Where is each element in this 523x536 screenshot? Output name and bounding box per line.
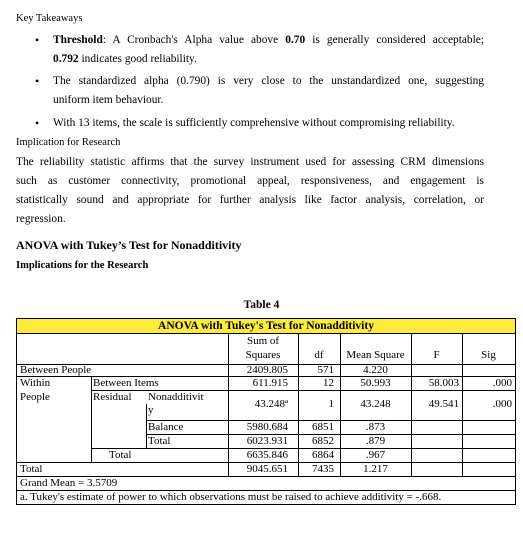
rule	[146, 404, 147, 448]
cell-df: 6851	[312, 421, 334, 433]
col-header-ms: Mean Square	[346, 349, 405, 361]
paragraph-line: such as customer connectivity, promotional appeal, responsiveness, and engagement is	[16, 175, 484, 187]
col-header-df: df	[314, 349, 324, 361]
table-footnote: a. Tukey's estimate of power to which observations must be raised to achieve additivity = -.668.	[20, 491, 442, 503]
anova-heading: ANOVA with Tukey’s Test for Nonadditivity	[16, 238, 242, 252]
cell-sig: .000	[492, 377, 512, 389]
row-label-between-items: Between Items	[93, 377, 159, 389]
cell-df: 1	[328, 398, 334, 410]
bullet-dot: •	[35, 74, 40, 88]
paragraph-line: statistically sound and appropriate for further analysis like factor analysis, correlation, or	[16, 194, 484, 206]
cell-f: 58.003	[428, 377, 459, 389]
row-label-residual: Residual	[93, 391, 132, 403]
implication-heading: Implication for Research	[16, 137, 121, 148]
anova-table	[16, 318, 516, 505]
implication-paragraph	[16, 156, 484, 225]
cell-df: 12	[323, 377, 334, 389]
table-caption: Table 4	[243, 299, 280, 311]
row-label-within: Within	[20, 377, 51, 389]
cell-ms: 50.993	[360, 377, 391, 389]
threshold-text-2: indicates good reliability.	[81, 53, 197, 65]
cell-ss: 6023.931	[246, 435, 288, 447]
cell-sig: .000	[492, 398, 512, 410]
col-header-f: F	[433, 349, 440, 361]
row-label-residual-total: Total	[148, 435, 171, 447]
cell-f: 49.541	[428, 398, 459, 410]
bullet-2-line-2: uniform item behaviour.	[53, 94, 164, 106]
rule	[91, 376, 92, 462]
col-header-ss-1: Sum of	[246, 335, 280, 347]
row-label-between-people: Between People	[20, 364, 92, 376]
bullet-standardized	[53, 75, 484, 106]
cell-ss: 2409.805	[246, 364, 288, 376]
paragraph-line: regression.	[16, 213, 66, 225]
bullet-items: With 13 items, the scale is sufficiently comprehensive without compromising reliability.	[53, 117, 455, 129]
table-title: ANOVA with Tukey's Test for Nonadditivity	[158, 320, 374, 332]
bullet-2-line-1: The standardized alpha (0.790) is very close to the unstandardized one, suggesting	[53, 75, 484, 87]
border	[16, 504, 516, 505]
bullet-dot: •	[35, 116, 40, 130]
cell-ms: .873	[365, 421, 386, 433]
cell-ms: .879	[365, 435, 386, 447]
col-header-ss-2: Squares	[245, 349, 281, 361]
cell-ms: .967	[365, 449, 386, 461]
grand-mean: Grand Mean = 3.5709	[20, 477, 118, 489]
paragraph-line: The reliability statistic affirms that the survey instrument used for assessing CRM dimensions	[16, 156, 484, 168]
threshold-text: : A Cronbach's Alpha value above	[102, 34, 279, 46]
cell-ss: 9045.651	[246, 463, 288, 475]
alpha-value: 0.792	[53, 53, 79, 65]
row-label-within-total: Total	[109, 449, 132, 461]
key-takeaways-heading: Key Takeaways	[16, 13, 83, 24]
row-label-total: Total	[20, 463, 43, 475]
cell-ms: 4.220	[363, 364, 388, 376]
row-label-nonadditivity-2: y	[148, 404, 154, 416]
cell-df: 6852	[312, 435, 334, 447]
cell-df: 6864	[312, 449, 334, 461]
cell-ss: 5980.684	[246, 421, 288, 433]
cell-ss: 43.248ª	[254, 398, 288, 410]
bullet-threshold	[53, 34, 484, 65]
threshold-label: Threshold	[53, 34, 103, 46]
cell-ss: 611.915	[252, 377, 288, 389]
cell-ss: 6635.846	[246, 449, 288, 461]
cell-df: 7435	[312, 463, 334, 475]
row-label-people: People	[20, 391, 50, 403]
bullet-dot: •	[35, 33, 40, 47]
threshold-value: 0.70	[285, 34, 306, 46]
col-header-sig: Sig	[481, 349, 496, 361]
cell-ms: 1.217	[363, 463, 388, 475]
border	[16, 318, 516, 319]
row-label-balance: Balance	[148, 421, 184, 433]
cell-ms: 43.248	[360, 398, 391, 410]
threshold-text-end: is generally considered acceptable;	[312, 34, 484, 46]
rule	[16, 333, 516, 334]
implications-research-heading: Implications for the Research	[16, 260, 149, 271]
cell-df: 571	[317, 364, 334, 376]
row-label-nonadditivity-1: Nonadditivit	[148, 391, 204, 403]
